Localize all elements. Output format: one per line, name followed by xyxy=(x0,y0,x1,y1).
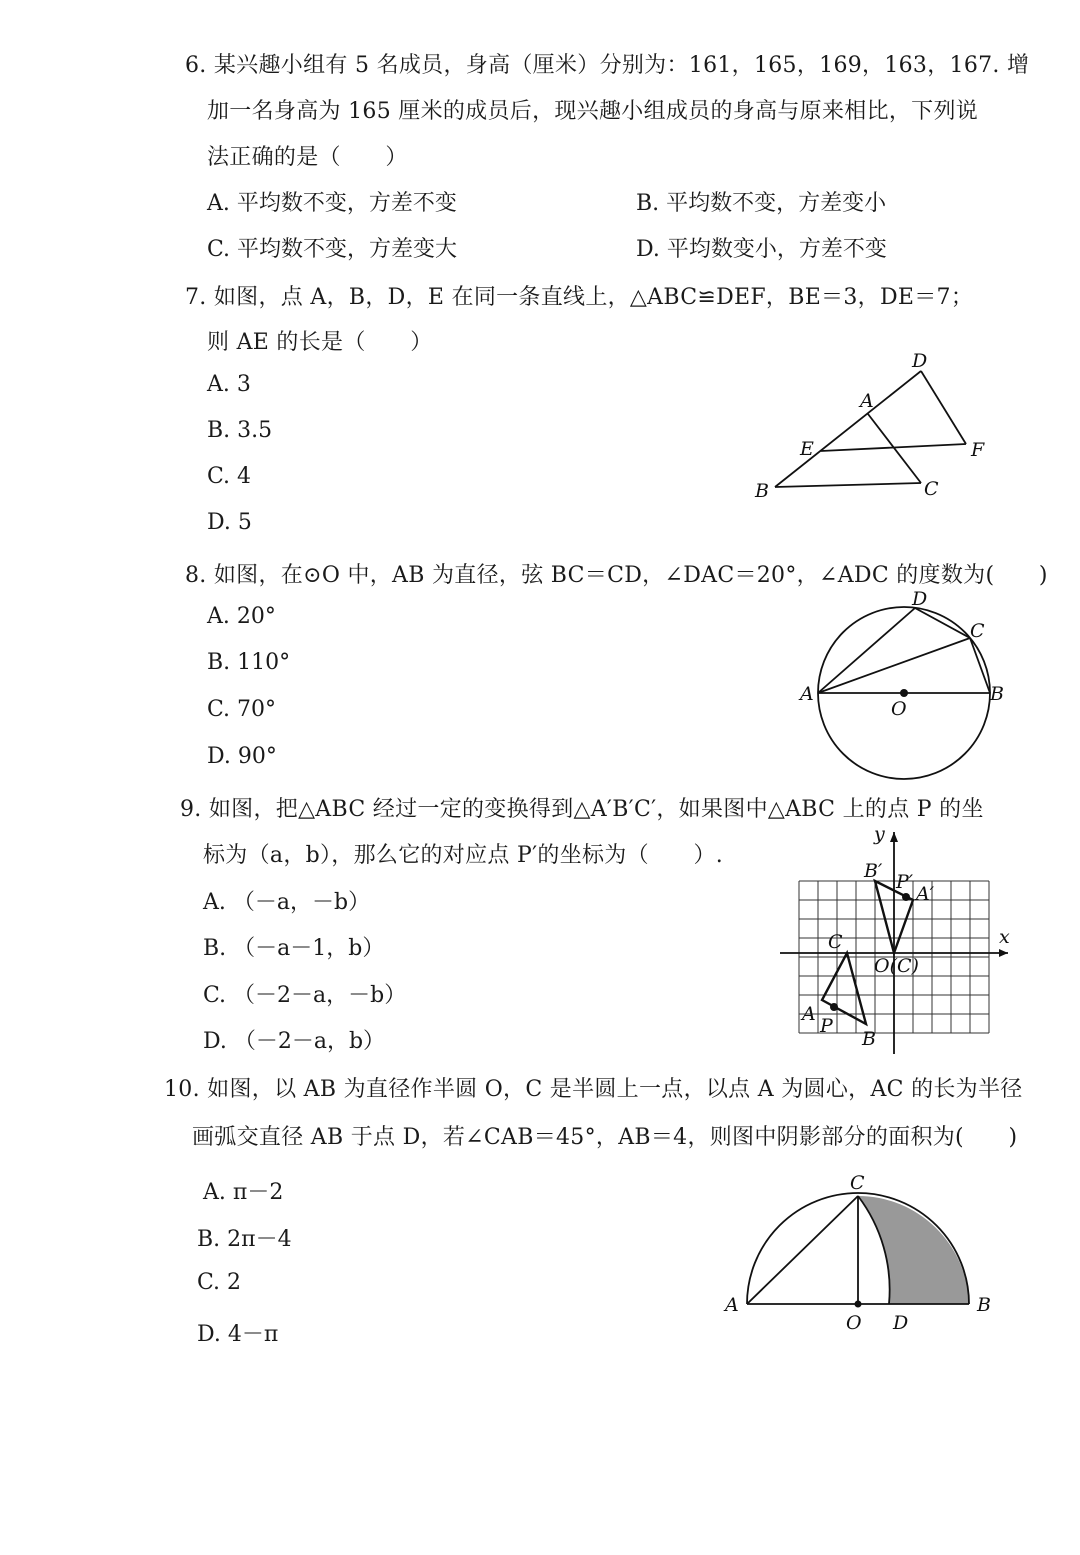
q9-stem-line2: 标为（a，b），那么它的对应点 P′的坐标为（ ）. xyxy=(203,843,724,868)
q9-option-d: D. （－2－a，b） xyxy=(203,1029,386,1054)
q9-x-arrow xyxy=(999,949,1008,957)
q8-label-c: C xyxy=(970,620,985,642)
q9-point-pp xyxy=(902,893,910,901)
q9-option-a: A. （－a，－b） xyxy=(203,890,371,915)
q9-stem-line1: 9. 如图，把△ABC 经过一定的变换得到△A′B′C′，如果图中△ABC 上的点 P 的坐 xyxy=(180,797,984,822)
q6-option-d: D. 平均数变小，方差不变 xyxy=(636,237,887,262)
q6-option-c: C. 平均数不变，方差变大 xyxy=(207,237,458,262)
q7-label-d: D xyxy=(912,350,928,372)
q8-label-o: O xyxy=(891,698,907,720)
q7-option-c: C. 4 xyxy=(207,464,252,489)
q9-option-b: B. （－a－1，b） xyxy=(203,936,385,961)
q7-label-c: C xyxy=(924,478,939,500)
q7-label-e: E xyxy=(800,438,814,460)
q7-triangle-figure xyxy=(740,345,1000,515)
q7-option-a: A. 3 xyxy=(207,372,251,397)
q6-option-a: A. 平均数不变，方差不变 xyxy=(207,191,457,216)
q6-stem-line3: 法正确的是（ ） xyxy=(207,145,408,170)
q8-chord-cb xyxy=(970,638,990,693)
q6-stem-line2: 加一名身高为 165 厘米的成员后，现兴趣小组成员的身高与原来相比，下列说 xyxy=(207,99,979,124)
q10-label-o: O xyxy=(846,1312,862,1334)
q8-option-a: A. 20° xyxy=(207,604,276,629)
q9-label-p: P xyxy=(820,1015,833,1037)
q7-label-b: B xyxy=(755,480,769,502)
q9-triangle-abc xyxy=(822,953,866,1024)
q9-label-pp: P′ xyxy=(896,871,914,893)
q7-stem-line1: 7. 如图，点 A，B，D，E 在同一条直线上，△ABC≌DEF，BE＝3，DE＝7； xyxy=(185,285,974,310)
q8-option-c: C. 70° xyxy=(207,697,277,722)
q10-label-a: A xyxy=(725,1294,739,1316)
q9-label-b: B xyxy=(862,1028,876,1050)
q7-line-df xyxy=(921,371,966,444)
q10-option-a: A. π－2 xyxy=(203,1180,284,1205)
q7-option-d: D. 5 xyxy=(207,510,252,535)
q10-semicircle-figure xyxy=(715,1165,1005,1335)
q10-stem-line1: 10. 如图，以 AB 为直径作半圆 O，C 是半圆上一点，以点 A 为圆心，AC 的长为半径 xyxy=(164,1077,1023,1102)
q8-chord-ad xyxy=(818,608,915,693)
q9-label-c: C xyxy=(828,931,843,953)
q8-stem-line1: 8. 如图，在⊙O 中，AB 为直径，弦 BC＝CD，∠DAC＝20°，∠ADC 的度数为( ) xyxy=(185,563,1048,588)
q6-stem-line1: 6. 某兴趣小组有 5 名成员，身高（厘米）分别为：161，165，169，163，167. 增 xyxy=(185,53,1030,78)
q8-chord-ac xyxy=(818,638,970,693)
q8-option-d: D. 90° xyxy=(207,744,277,769)
q10-option-d: D. 4－π xyxy=(197,1322,279,1347)
q6-option-b: B. 平均数不变，方差变小 xyxy=(636,191,887,216)
q8-label-a: A xyxy=(800,683,814,705)
q7-label-a: A xyxy=(860,390,874,412)
q10-shaded-region xyxy=(858,1196,969,1304)
q10-label-c: C xyxy=(850,1172,865,1194)
q8-label-b: B xyxy=(990,683,1004,705)
q9-label-ap: A′ xyxy=(916,883,935,905)
q10-center-dot xyxy=(855,1301,862,1308)
q7-label-f: F xyxy=(971,439,985,461)
q8-label-d: D xyxy=(912,588,928,610)
q8-circle-figure xyxy=(795,585,1015,785)
q8-chord-dc xyxy=(915,608,970,638)
q10-option-b: B. 2π－4 xyxy=(197,1227,292,1252)
q9-y-arrow xyxy=(890,832,898,842)
q10-segment-ac xyxy=(747,1196,858,1304)
q10-stem-line2: 画弧交直径 AB 于点 D，若∠CAB＝45°，AB＝4，则图中阴影部分的面积为( ) xyxy=(192,1125,1018,1150)
q10-label-b: B xyxy=(977,1294,991,1316)
q8-center-dot xyxy=(900,689,908,697)
q9-label-bp: B′ xyxy=(864,860,883,882)
q7-line-bc xyxy=(775,483,921,487)
q10-option-c: C. 2 xyxy=(197,1270,242,1295)
q9-label-y: y xyxy=(874,823,885,845)
q7-line-bd xyxy=(775,371,921,487)
q7-stem-line2: 则 AE 的长是（ ） xyxy=(207,330,433,355)
q9-coordinate-grid-figure xyxy=(770,822,1020,1062)
q9-label-a: A xyxy=(802,1003,816,1025)
q7-option-b: B. 3.5 xyxy=(207,418,273,443)
q9-label-x: x xyxy=(999,926,1010,948)
q9-option-c: C. （－2－a，－b） xyxy=(203,983,407,1008)
q9-label-o: O(C) xyxy=(874,955,919,977)
q9-point-p xyxy=(830,1003,838,1011)
q8-option-b: B. 110° xyxy=(207,650,291,675)
q10-label-d: D xyxy=(893,1312,909,1334)
